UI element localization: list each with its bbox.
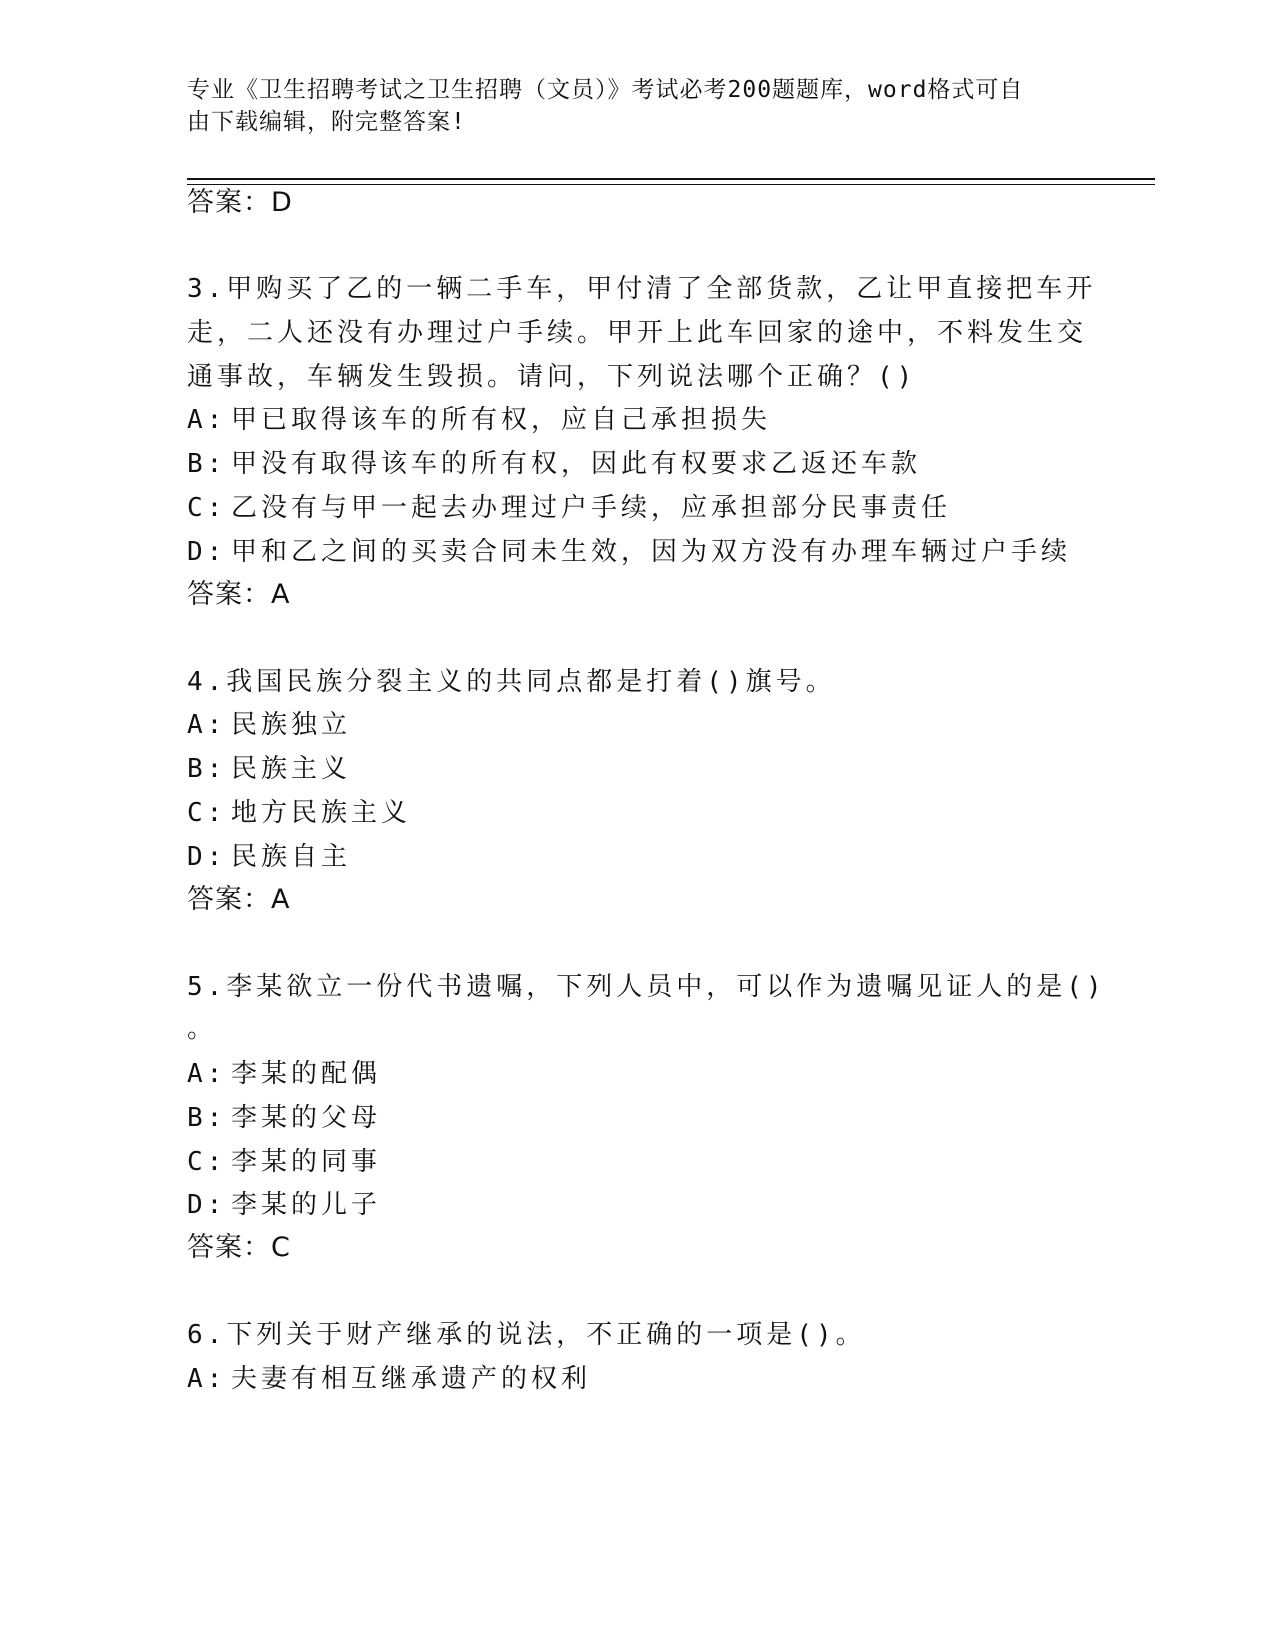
header-divider-thick bbox=[187, 178, 1155, 180]
header-divider-thin bbox=[187, 184, 1155, 185]
option-text: 甲没有取得该车的所有权，因此有权要求乙返还车款 bbox=[231, 449, 922, 479]
q3-stem-line-2: 走，二人还没有办理过户手续。甲开上此车回家的途中，不料发生交 bbox=[187, 318, 1088, 348]
option-label: D: bbox=[187, 537, 227, 567]
option-text: 李某的儿子 bbox=[231, 1190, 382, 1220]
option-label: D: bbox=[187, 1190, 227, 1220]
q5-option-b bbox=[187, 1101, 381, 1135]
option-label: C: bbox=[187, 1147, 227, 1177]
option-text: 地方民族主义 bbox=[231, 798, 412, 828]
option-label: C: bbox=[187, 798, 227, 828]
q5-stem-line-1: 5.李某欲立一份代书遗嘱，下列人员中，可以作为遗嘱见证人的是() bbox=[187, 972, 1106, 1002]
q3-option-a bbox=[187, 403, 771, 437]
q3-option-c bbox=[187, 491, 951, 525]
option-text: 民族主义 bbox=[231, 754, 352, 784]
document-header bbox=[187, 74, 1067, 138]
option-text: 李某的父母 bbox=[231, 1103, 382, 1133]
option-label: B: bbox=[187, 754, 227, 784]
q3-stem-line-1: 3.甲购买了乙的一辆二手车，甲付清了全部货款，乙让甲直接把车开 bbox=[187, 274, 1097, 304]
option-label: A: bbox=[187, 1364, 227, 1394]
option-text: 夫妻有相互继承遗产的权利 bbox=[231, 1364, 592, 1394]
option-text: 李某的同事 bbox=[231, 1147, 382, 1177]
q5-option-c bbox=[187, 1145, 381, 1179]
option-text: 民族自主 bbox=[231, 842, 352, 872]
option-label: A: bbox=[187, 405, 227, 435]
option-label: C: bbox=[187, 493, 227, 523]
option-label: A: bbox=[187, 710, 227, 740]
q4-stem-line-1: 4.我国民族分裂主义的共同点都是打着()旗号。 bbox=[187, 667, 836, 697]
q5-option-a bbox=[187, 1057, 381, 1091]
q3-stem-line-3: 通事故，车辆发生毁损。请问，下列说法哪个正确？() bbox=[187, 362, 917, 392]
q4-option-b bbox=[187, 752, 351, 786]
q6-option-a bbox=[187, 1362, 591, 1396]
q5-stem-line-2: 。 bbox=[187, 1014, 218, 1044]
answer-q5: 答案：C bbox=[187, 1232, 291, 1263]
q4-option-a bbox=[187, 708, 351, 742]
answer-q4: 答案：A bbox=[187, 884, 291, 915]
option-label: A: bbox=[187, 1059, 227, 1089]
option-label: D: bbox=[187, 842, 227, 872]
option-text: 李某的配偶 bbox=[231, 1059, 382, 1089]
option-label: B: bbox=[187, 1103, 227, 1133]
answer-q2: 答案：D bbox=[187, 187, 293, 218]
q4-option-d bbox=[187, 840, 351, 874]
option-label: B: bbox=[187, 449, 227, 479]
answer-q3: 答案：A bbox=[187, 579, 291, 610]
q6-stem-line-1: 6.下列关于财产继承的说法，不正确的一项是()。 bbox=[187, 1320, 866, 1350]
header-line-1: 专业《卫生招聘考试之卫生招聘（文员）》考试必考200题题库，word格式可自 bbox=[187, 77, 1024, 103]
option-text: 甲已取得该车的所有权，应自己承担损失 bbox=[231, 405, 772, 435]
q3-option-d bbox=[187, 535, 1071, 569]
q3-option-b bbox=[187, 447, 921, 481]
q5-option-d bbox=[187, 1188, 381, 1222]
option-text: 甲和乙之间的买卖合同未生效，因为双方没有办理车辆过户手续 bbox=[231, 537, 1072, 567]
header-line-2: 由下载编辑，附完整答案! bbox=[187, 109, 466, 135]
q4-option-c bbox=[187, 796, 411, 830]
option-text: 乙没有与甲一起去办理过户手续，应承担部分民事责任 bbox=[231, 493, 952, 523]
option-text: 民族独立 bbox=[231, 710, 352, 740]
